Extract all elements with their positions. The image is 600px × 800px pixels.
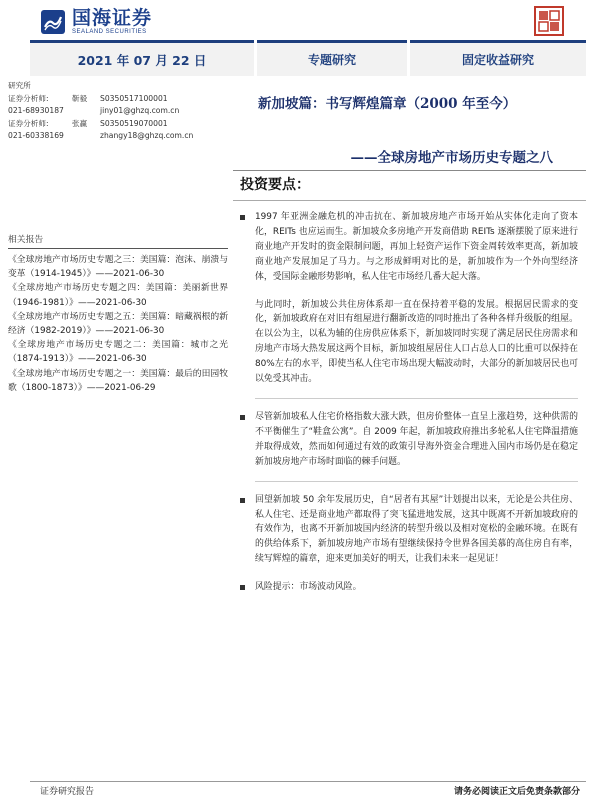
bullet-point: 1997 年亚洲金融危机的冲击抗在、新加坡房地产市场开始从实体化走向了资本化，REITs 也应运而生。新加坡众多房地产开发商借助 REITs 逐渐摆脱了原来进行商业地产开发时的资金限制问题，再加上轻资产运作下资金周转效率更高，新加坡商业地产发展加足了马力。与之形成鲜明对比的是，新加坡作为一个外向型经济体，受国际金融形势影响，私人住宅市场经几番大起大落。 [240,210,578,285]
footer-divider [30,781,586,782]
bullet-square-icon [240,415,245,420]
investment-heading: 投资要点： [240,177,310,193]
analyst-info [8,80,228,143]
risk-warning: 风险提示：市场波动风险。 [255,582,362,593]
brand-name-en: SEALAND SECURITIES [72,29,147,35]
institute-heading: 研究所 [8,81,31,90]
bullet-point: 尽管新加坡私人住宅价格指数大涨大跌，但房价整体一直呈上涨趋势，这种供需的不平衡催生了“鞋盒公寓”。自 2009 年起，新加坡政府推出多轮私人住宅降温措施并取得成效，然而如何通过有效的政策引导海外资金合理进入国内市场仍是在稳定新加坡房地产市场时面临的棘手问题。 [240,410,578,470]
brand-name-cn: 国海证券 [72,7,153,29]
analyst-row: 021-68930187 jiny01@ghzq.com.cn [8,105,228,118]
bullet-point [240,580,578,595]
analyst-row: 021-60338169 zhangy18@ghzq.com.cn [8,130,228,143]
footer-left: 证券研究报告 [40,787,95,797]
bullet-square-icon [240,498,245,503]
header-bar [30,40,586,76]
report-category: 固定收益研究 [410,40,586,76]
related-report-link[interactable]: 《全球房地产市场历史专题之四：美国篇：美丽新世界（1946-1981）》——2021-06-30 [8,283,228,308]
analyst-email[interactable]: jiny01@ghzq.com.cn [100,106,180,116]
bullet-square-icon [240,585,245,590]
divider [255,481,578,482]
paragraph: 与此同时，新加坡公共住房体系却一直在保持着平稳的发展。根据居民需求的变化，新加坡政府在对旧有组屋进行翻新改造的同时推出了各种各样升级版的组屋。在以公为主，以私为辅的住房供应体系下，新加坡同时实现了满足居民住房需求和房地产市场大热发展这两个目标，新加坡组屋居住人口占总人口的比重可以保持在 80%左右的水平，即使当私人住宅市场出现大幅波动时，大部分的新加坡居民也可以免受其冲击。 [255,299,578,385]
divider [233,170,586,171]
analyst-email[interactable]: zhangy18@ghzq.com.cn [100,131,194,141]
bullet-square-icon [240,215,245,220]
seal-stamp-icon [532,4,566,38]
related-report-link[interactable]: 《全球房地产市场历史专题之五：美国篇：暗藏祸根的新经济（1982-2019）》——2021-06-30 [8,311,228,337]
related-report-link[interactable]: 《全球房地产市场历史专题之一：美国篇：最后的田园牧歌（1800-1873）》——2021-06-29 [8,368,228,393]
report-type: 专题研究 [257,40,407,76]
investment-points [240,210,578,595]
bullet-point: 回望新加坡 50 余年发展历史，自“居者有其屋”计划提出以来，无论是公共住房、私人住宅、还是商业地产都取得了突飞猛进地发展，这其中既离不开新加坡政府的有效作为，也离不开新加坡国内经济的转型升级以及相对宽松的金融环境。在既有的供给体系下，新加坡房地产市场有望继续保持令世界各国美慕的高住房自有率，续写辉煌的篇章，迎来更加美好的明天，让我们未来一起见证！ [240,493,578,568]
divider [255,398,578,399]
report-date: 2021 年 07 月 22 日 [30,40,254,76]
company-logo [40,8,152,36]
sealand-logo-icon [40,9,66,35]
analyst-row: 证券分析师: 靳毅 S0350517100001 [8,93,168,103]
footer-disclaimer: 请务必阅读正文后免责条款部分 [453,787,580,797]
related-report-link[interactable]: 《全球房地产市场历史专题之三：美国篇：泡沫、崩溃与变革（1914-1945）》——2021-06-30 [8,255,228,280]
related-heading: 相关报告 [8,232,228,249]
divider [233,200,586,201]
related-report-link[interactable]: 《全球房地产市场历史专题之二：美国篇：城市之光（1874-1913）》——2021-06-30 [8,340,228,365]
report-title: 新加坡篇：书写辉煌篇章（2000 年至今） [258,96,517,112]
related-reports [8,232,228,395]
analyst-row: 证券分析师: 张赢 S0350519070001 [8,118,168,128]
report-subtitle: ——全球房地产市场历史专题之八 [350,150,553,166]
